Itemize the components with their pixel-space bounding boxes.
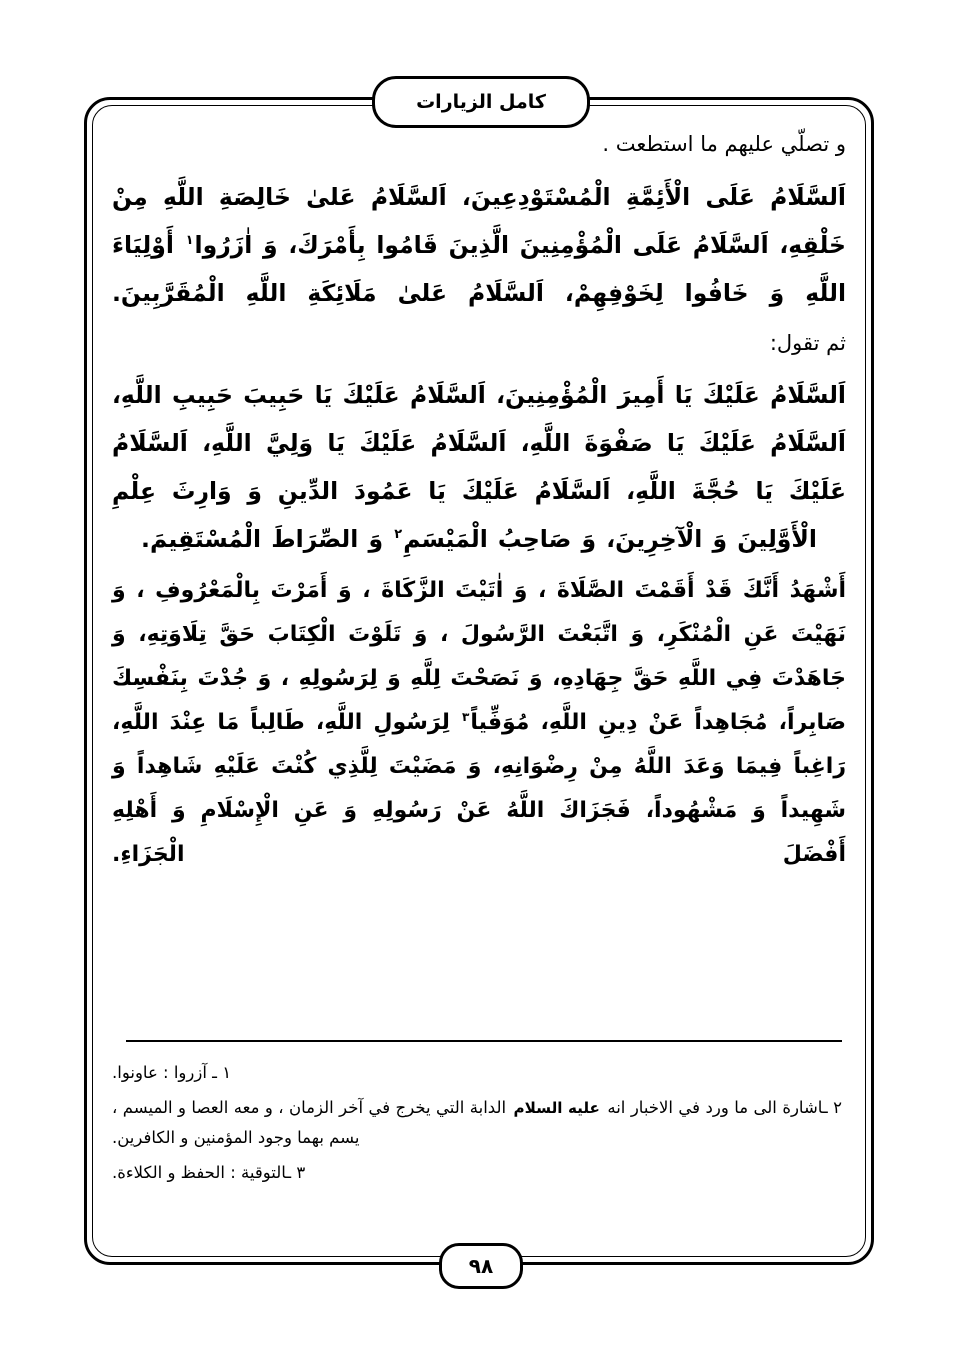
- footnote-3-text: التوقية : الحفظ و الكلاءة.: [112, 1162, 287, 1182]
- footnote-item-1: [112, 1058, 842, 1089]
- salaam-paragraph-1: [112, 173, 846, 318]
- footnote-marker-3: ٣: [461, 710, 470, 725]
- page-number-cartouche: [439, 1243, 523, 1289]
- honorific-alayhi-salam: عليه السلام: [513, 1098, 600, 1117]
- footnote-2-text-after: الدابة التي يخرج في آخر الزمان ، و معه العصا و الميسم ، يسم بهما وجود المؤمنين و الكافرين.: [112, 1097, 507, 1148]
- shahada-part-b: لِرَسُولِ اللَّهِ، طَالِباً مَا عِنْدَ اللَّهِ، رَاغِباً فِيمَا وَعَدَ اللَّهُ مِنْ رِضْوَانِهِ، وَ مَضَيْتَ لِلَّذِي كُنْتَ عَلَيْهِ شَاهِداً وَ شَهِيداً وَ مَشْهُوداً، فَجَزَاكَ اللَّهُ عَنْ رَسُولِهِ وَ عَنِ الْإِسْلَامِ وَ أَهْلِهِ أَفْضَلَ الْجَزَاءِ.: [112, 710, 846, 868]
- salaam-paragraph-2-part-b: وَ الصِّرَاطَ الْمُسْتَقِيمَ.: [141, 525, 384, 554]
- footnote-3-marker: ٣ ـ: [286, 1162, 306, 1182]
- salaam-paragraph-2: [112, 371, 846, 564]
- footnote-separator-rule: [126, 1040, 842, 1042]
- salaam-paragraph-1-part-b: أَوْلِيَاءَ اللَّهِ وَ خَافُوا لِخَوْفِهِمْ، اَلسَّلَامُ عَلىٰ مَلَائِكَةِ اللَّهِ الْمُقَرَّبِينَ.: [112, 230, 846, 307]
- footnote-2-marker: ٢ ـ: [822, 1097, 842, 1117]
- shahada-part-a: أَشْهَدُ أَنَّكَ قَدْ أَقَمْتَ الصَّلَاةَ ، وَ اٰتَيْتَ الزَّكَاةَ ، وَ أَمَرْتَ بِالْمَعْرُوفِ ، وَ نَهَيْتَ عَنِ الْمُنْكَرِ، وَ اتَّبَعْتَ الرَّسُولَ ، وَ تَلَوْتَ الْكِتَابَ حَقَّ تِلَاوَتِهِ، وَ جَاهَدْتَ فِي اللَّهِ حَقَّ جِهَادِهِ، وَ نَصَحْتَ لِلَّهِ وَ لِرَسُولِهِ ، وَ جُدْتَ بِنَفْسِكَ صَابِراً، مُجَاهِداً عَنْ دِينِ اللَّهِ، مُوَفِّياً: [112, 578, 846, 736]
- intro-line: و تصلّي عليهم ما استطعت .: [602, 132, 846, 156]
- footnote-item-3: [112, 1158, 842, 1189]
- salaam-paragraph-1-part-a: اَلسَّلَامُ عَلَى الْأَئِمَّةِ الْمُسْتَوْدِعِينَ، اَلسَّلَامُ عَلىٰ خَالِصَةِ اللَّهِ مِنْ خَلْقِهِ، اَلسَّلَامُ عَلَى الْمُؤْمِنِينَ الَّذِينَ قَامُوا بِأَمْرَكَ، وَ اٰزَرُوا: [112, 182, 846, 259]
- footnote-zone: [112, 1040, 842, 1192]
- footnote-marker-2: ٢: [394, 527, 403, 543]
- footnote-item-2: [112, 1093, 842, 1154]
- footnote-marker-1: ١: [185, 232, 194, 248]
- book-title: كامل الزيارات: [416, 91, 546, 113]
- page-number: ٩٨: [468, 1254, 494, 1278]
- shahada-paragraph: [112, 569, 846, 877]
- salaam-paragraph-2-part-a: اَلسَّلَامُ عَلَيْكَ يَا أَمِيرَ الْمُؤْمِنِينَ، اَلسَّلَامُ عَلَيْكَ يَا حَبِيبَ حَبِيبِ اللَّهِ، اَلسَّلَامُ عَلَيْكَ يَا صَفْوَةَ اللَّهِ، اَلسَّلَامُ عَلَيْكَ يَا وَلِيَّ اللَّهِ، اَلسَّلَامُ عَلَيْكَ يَا حُجَّةَ اللَّهِ، اَلسَّلَامُ عَلَيْكَ يَا عَمُودَ الدِّينِ وَ وَارِثَ عِلْمِ الْأَوَّلِينَ وَ الْآخِرِينَ، وَ صَاحِبُ الْمَيْسَمِ: [112, 380, 846, 554]
- footnote-1-marker: ١ ـ: [212, 1063, 232, 1082]
- header-cartouche: [372, 76, 590, 128]
- instruction-line: ثم تقول:: [769, 331, 846, 356]
- footnote-2-text-before: اشارة الى ما ورد في الاخبار انه: [607, 1097, 823, 1117]
- footnote-1-text: آزروا : عاونوا.: [112, 1063, 207, 1082]
